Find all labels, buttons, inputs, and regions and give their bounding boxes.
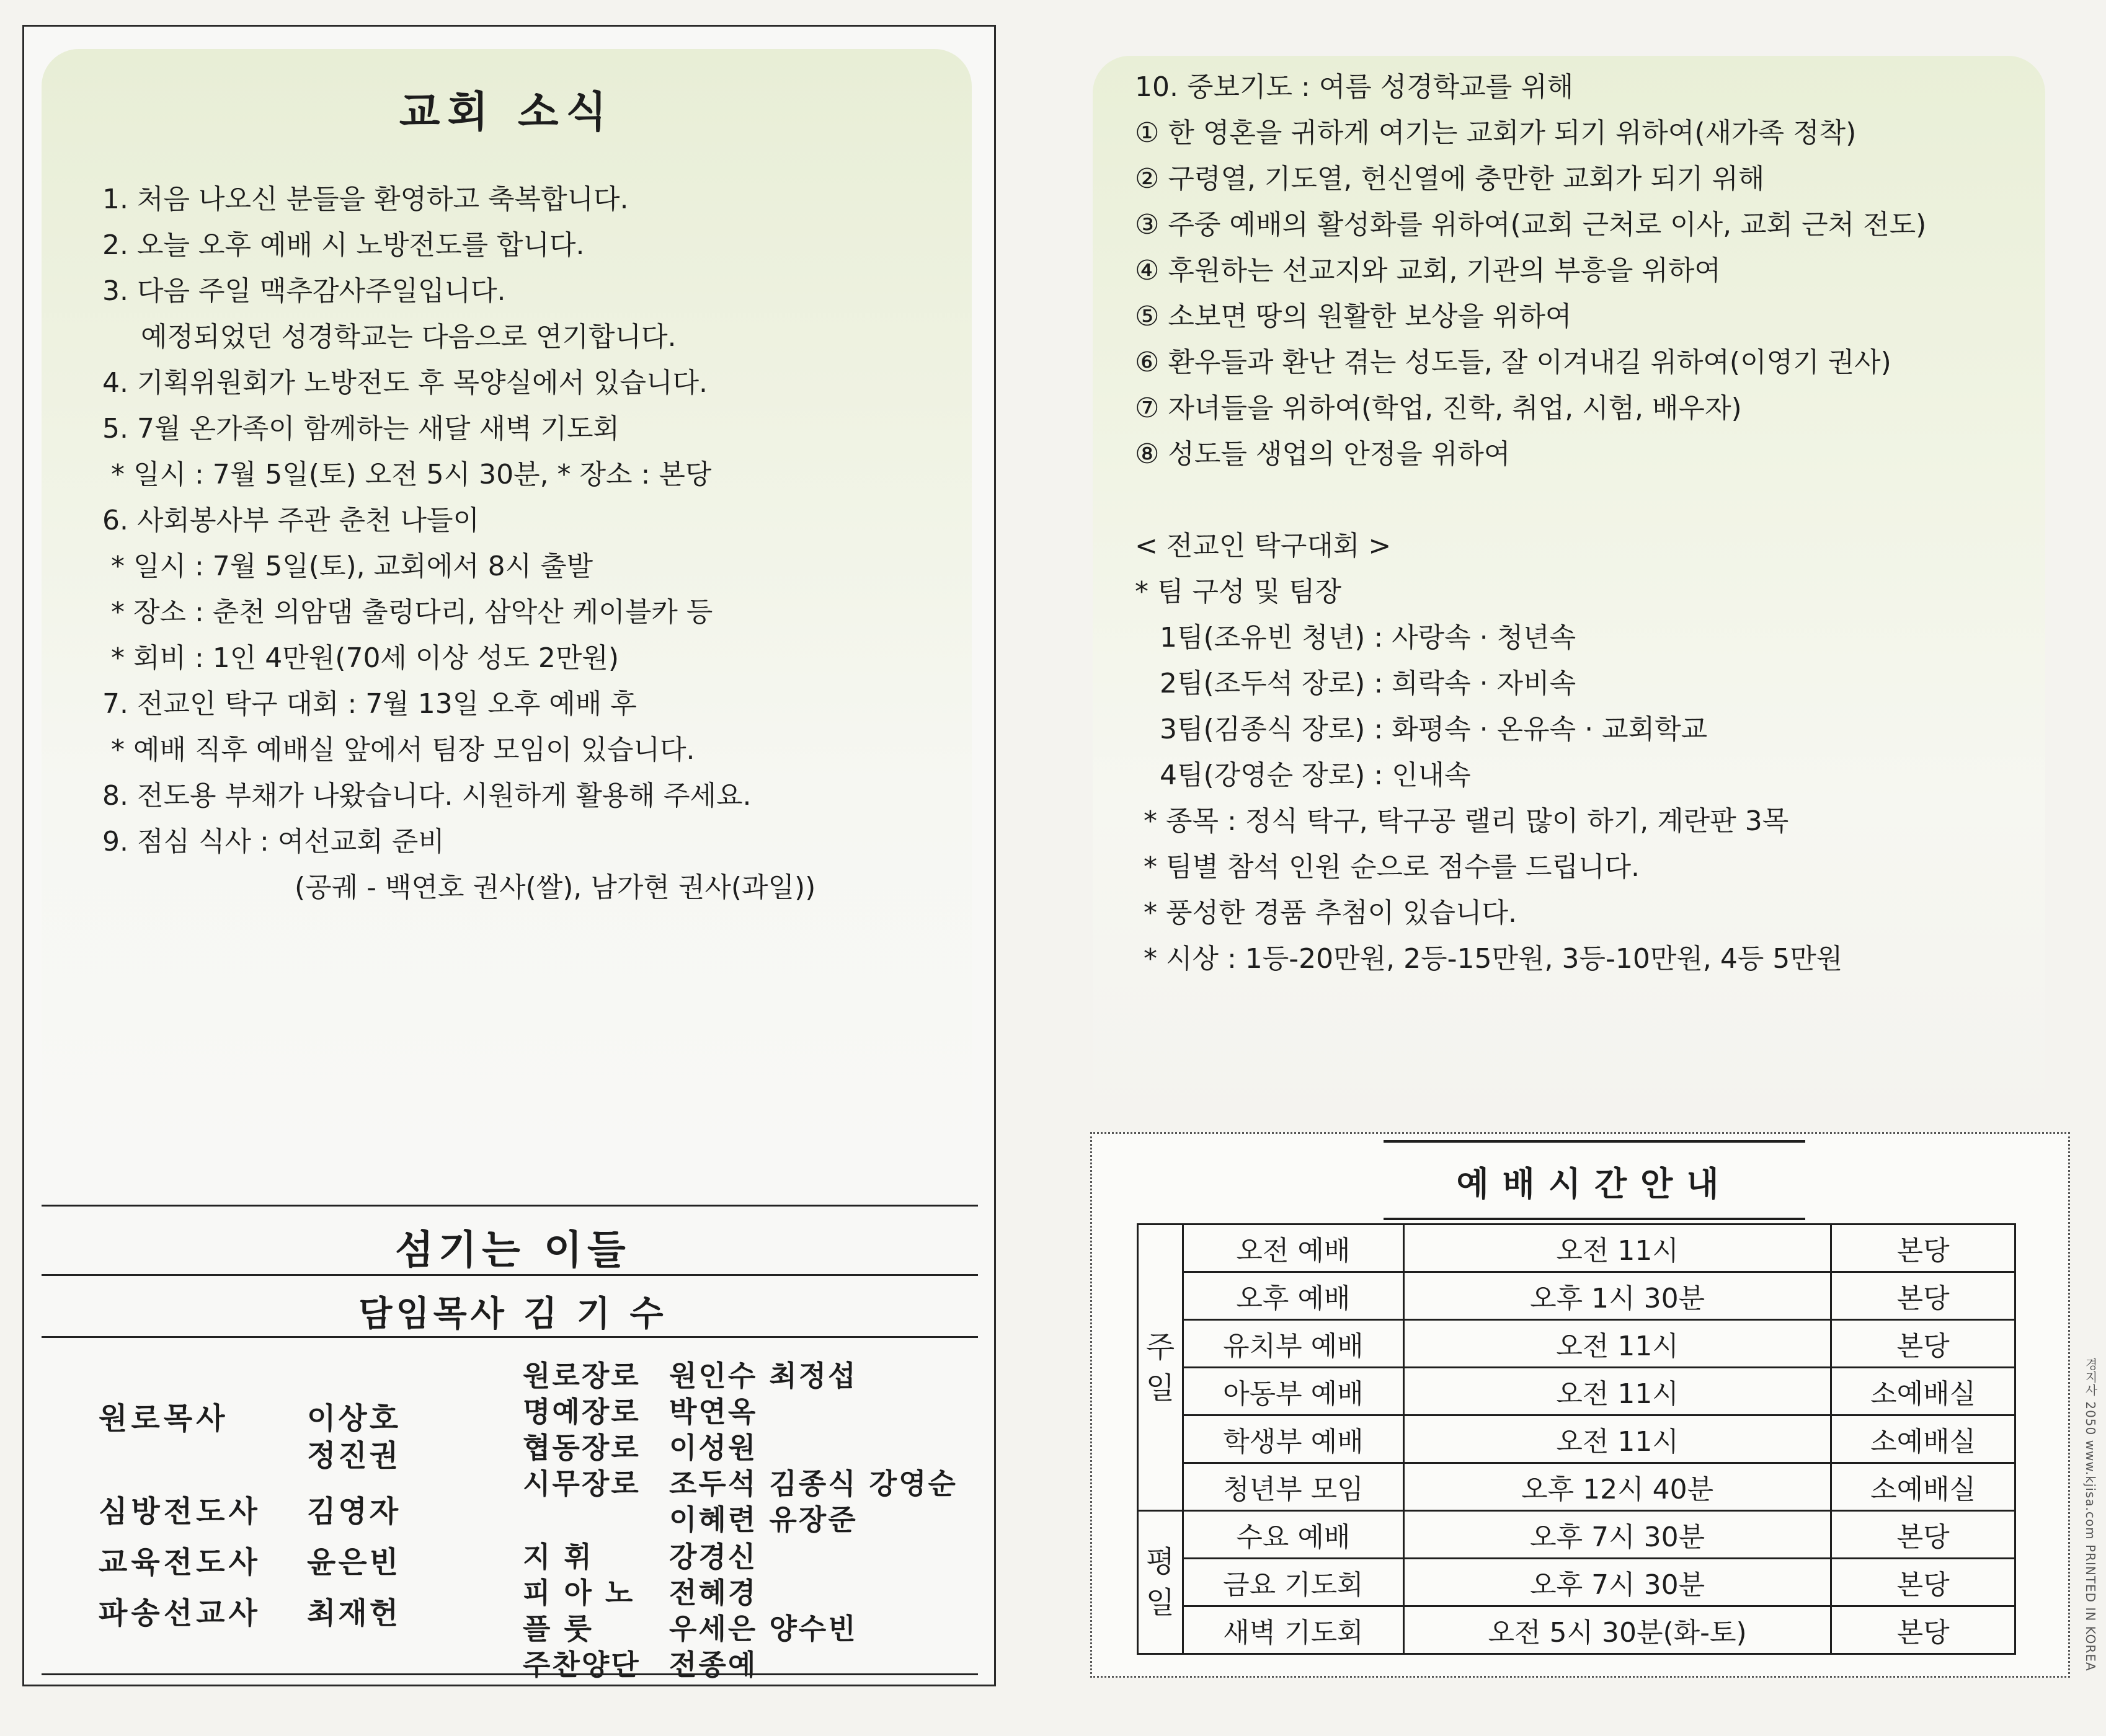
service-time: 오전 11시 [1403, 1224, 1831, 1272]
service-name: 청년부 모임 [1183, 1463, 1403, 1511]
music-names: 우세은 양수빈 [669, 1612, 858, 1645]
service-location: 본당 [1831, 1559, 2015, 1606]
senior-pastor: 담임목사 김 기 수 [358, 1294, 667, 1334]
service-name: 수요 예배 [1183, 1511, 1403, 1559]
service-time: 오전 11시 [1403, 1415, 1831, 1463]
service-time: 오후 1시 30분 [1403, 1272, 1831, 1320]
elder-role: 원로장로 [523, 1359, 641, 1393]
news-line: 5. 7월 온가족이 함께하는 새달 새벽 기도회 [102, 413, 620, 445]
prayer-item: ⑥ 환우들과 환난 겪는 성도들, 잘 이겨내길 위하여(이영기 권사) [1135, 347, 1891, 378]
news-line: 6. 사회봉사부 주관 춘천 나들이 [102, 505, 479, 536]
pingpong-line: * 풍성한 경품 추첨이 있습니다. [1144, 897, 1517, 929]
prayer-item: ⑦ 자녀들을 위하여(학업, 진학, 취업, 시험, 배우자) [1135, 392, 1742, 424]
service-time: 오후 12시 40분 [1403, 1463, 1831, 1511]
music-names: 전혜경 [669, 1576, 758, 1610]
server-role: 심방전도사 [99, 1494, 261, 1529]
music-role: 주찬양단 [523, 1648, 641, 1681]
table-row [1138, 1511, 2015, 1559]
elder-names: 원인수 최정섭 [669, 1359, 858, 1393]
service-time: 오후 7시 30분 [1403, 1511, 1831, 1559]
service-location: 소예배실 [1831, 1463, 2015, 1511]
left-panel [22, 25, 996, 1686]
service-location: 본당 [1831, 1224, 2015, 1272]
news-line: 2. 오늘 오후 예배 시 노방전도를 합니다. [102, 229, 585, 261]
news-line: * 예배 직후 예배실 앞에서 팀장 모임이 있습니다. [111, 734, 695, 766]
service-name: 오전 예배 [1183, 1224, 1403, 1272]
elder-names: 조두석 김종식 강영순 [669, 1467, 957, 1500]
service-name: 오후 예배 [1183, 1272, 1403, 1320]
prayer-item: ② 구령열, 기도열, 헌신열에 충만한 교회가 되기 위해 [1135, 163, 1765, 195]
service-name: 새벽 기도회 [1183, 1606, 1403, 1654]
schedule-title: 예배시간안내 [1384, 1140, 1805, 1220]
news-line: * 일시 : 7월 5일(토), 교회에서 8시 출발 [111, 551, 593, 582]
group-sunday: 주일 [1138, 1224, 1183, 1511]
prayer-item: ③ 주중 예배의 활성화를 위하여(교회 근처로 이사, 교회 근처 전도) [1135, 209, 1927, 241]
church-news-section [42, 49, 972, 1184]
news-line: 4. 기획위원회가 노방전도 후 목양실에서 있습니다. [102, 367, 708, 399]
church-news-title: 교회 소식 [399, 88, 615, 137]
divider [42, 1274, 978, 1276]
server-role: 파송선교사 [99, 1596, 261, 1631]
elder-names: 이혜련 유장준 [669, 1503, 858, 1536]
service-time: 오전 5시 30분(화-토) [1403, 1606, 1831, 1654]
server-name: 정진권 [307, 1438, 401, 1473]
table-row [1138, 1368, 2015, 1415]
table-row [1138, 1606, 2015, 1654]
server-name: 최재헌 [307, 1596, 401, 1631]
service-name: 유치부 예배 [1183, 1320, 1403, 1368]
news-line: 9. 점심 식사 : 여선교회 준비 [102, 826, 445, 857]
server-name: 윤은빈 [307, 1545, 401, 1580]
news-line: 3. 다음 주일 맥추감사주일입니다. [102, 275, 506, 307]
news-line: 7. 전교인 탁구 대회 : 7월 13일 오후 예배 후 [102, 688, 637, 720]
elder-role: 협동장로 [523, 1431, 641, 1464]
schedule-table [1137, 1223, 2016, 1655]
pingpong-line: * 팀 구성 및 팀장 [1135, 576, 1341, 608]
service-location: 소예배실 [1831, 1368, 2015, 1415]
servers-section [42, 1205, 984, 1681]
prayer-item: ⑧ 성도들 생업의 안정을 위하여 [1135, 438, 1511, 470]
news-line: 예정되었던 성경학교는 다음으로 연기합니다. [141, 321, 677, 353]
prayer-item: ⑤ 소보면 땅의 원활한 보상을 위하여 [1135, 301, 1572, 332]
music-names: 강경신 [669, 1540, 758, 1574]
news-line: * 일시 : 7월 5일(토) 오전 5시 30분, * 장소 : 본당 [111, 459, 712, 490]
music-names: 전종예 [669, 1648, 758, 1681]
divider [42, 1205, 978, 1207]
divider [42, 1336, 978, 1338]
prayer-item: ① 한 영혼을 귀하게 여기는 교회가 되기 위하여(새가족 정착) [1135, 117, 1857, 149]
table-row [1138, 1320, 2015, 1368]
service-location: 본당 [1831, 1272, 2015, 1320]
prayer-and-pingpong-section [1093, 56, 2045, 1122]
servers-title: 섬기는 이들 [395, 1228, 631, 1273]
group-weekday: 평일 [1138, 1511, 1183, 1654]
prayer-item: ④ 후원하는 선교지와 교회, 기관의 부흥을 위하여 [1135, 255, 1721, 286]
divider [42, 1673, 978, 1675]
pingpong-team: 4팀(강영순 장로) : 인내속 [1160, 760, 1471, 791]
service-time: 오전 11시 [1403, 1368, 1831, 1415]
news-line: * 장소 : 춘천 의암댐 출렁다리, 삼악산 케이블카 등 [111, 596, 713, 628]
music-role: 플 룻 [523, 1612, 593, 1645]
service-location: 본당 [1831, 1606, 2015, 1654]
pingpong-team: 1팀(조유빈 청년) : 사랑속 · 청년속 [1160, 622, 1576, 653]
service-time: 오후 7시 30분 [1403, 1559, 1831, 1606]
table-row [1138, 1463, 2015, 1511]
pingpong-line: * 팀별 참석 인원 순으로 점수를 드립니다. [1144, 851, 1640, 883]
pingpong-title: < 전교인 탁구대회 > [1135, 530, 1392, 562]
service-name: 금요 기도회 [1183, 1559, 1403, 1606]
service-location: 소예배실 [1831, 1415, 2015, 1463]
service-name: 학생부 예배 [1183, 1415, 1403, 1463]
server-role: 원로목사 [99, 1401, 229, 1436]
pingpong-line: * 종목 : 정식 탁구, 탁구공 랠리 많이 하기, 계란판 3목 [1144, 805, 1789, 837]
server-name: 이상호 [307, 1401, 401, 1436]
music-role: 피 아 노 [523, 1576, 635, 1610]
worship-schedule-section [1090, 1132, 2070, 1678]
table-row [1138, 1272, 2015, 1320]
table-row [1138, 1224, 2015, 1272]
pingpong-team: 2팀(조두석 장로) : 희락속 · 자비속 [1160, 668, 1576, 699]
table-row [1138, 1415, 2015, 1463]
service-name: 아동부 예배 [1183, 1368, 1403, 1415]
server-name: 김영자 [307, 1494, 401, 1529]
service-time: 오전 11시 [1403, 1320, 1831, 1368]
elder-role: 명예장로 [523, 1395, 641, 1428]
elder-names: 이성원 [669, 1431, 758, 1464]
prayer-title: 10. 중보기도 : 여름 성경학교를 위해 [1135, 71, 1574, 103]
pingpong-line: * 시상 : 1등-20만원, 2등-15만원, 3등-10만원, 4등 5만원 [1144, 943, 1843, 975]
table-row [1138, 1559, 2015, 1606]
news-line: * 회비 : 1인 4만원(70세 이상 성도 2만원) [111, 642, 620, 674]
news-line: 1. 처음 나오신 분들을 환영하고 축복합니다. [102, 184, 629, 215]
news-line: 8. 전도용 부채가 나왔습니다. 시원하게 활용해 주세요. [102, 780, 752, 812]
service-location: 본당 [1831, 1511, 2015, 1559]
service-location: 본당 [1831, 1320, 2015, 1368]
server-role: 교육전도사 [99, 1545, 261, 1580]
pingpong-team: 3팀(김종식 장로) : 화평속 · 온유속 · 교회학교 [1160, 714, 1708, 745]
news-line: (공궤 - 백연호 권사(쌀), 남가현 권사(과일)) [295, 872, 816, 903]
music-role: 지 휘 [523, 1540, 593, 1574]
elder-names: 박연옥 [669, 1395, 758, 1428]
elder-role: 시무장로 [523, 1467, 641, 1500]
printer-imprint: 경지사 2050 www.kjisa.com PRINTED IN KOREA [2083, 1358, 2098, 1672]
